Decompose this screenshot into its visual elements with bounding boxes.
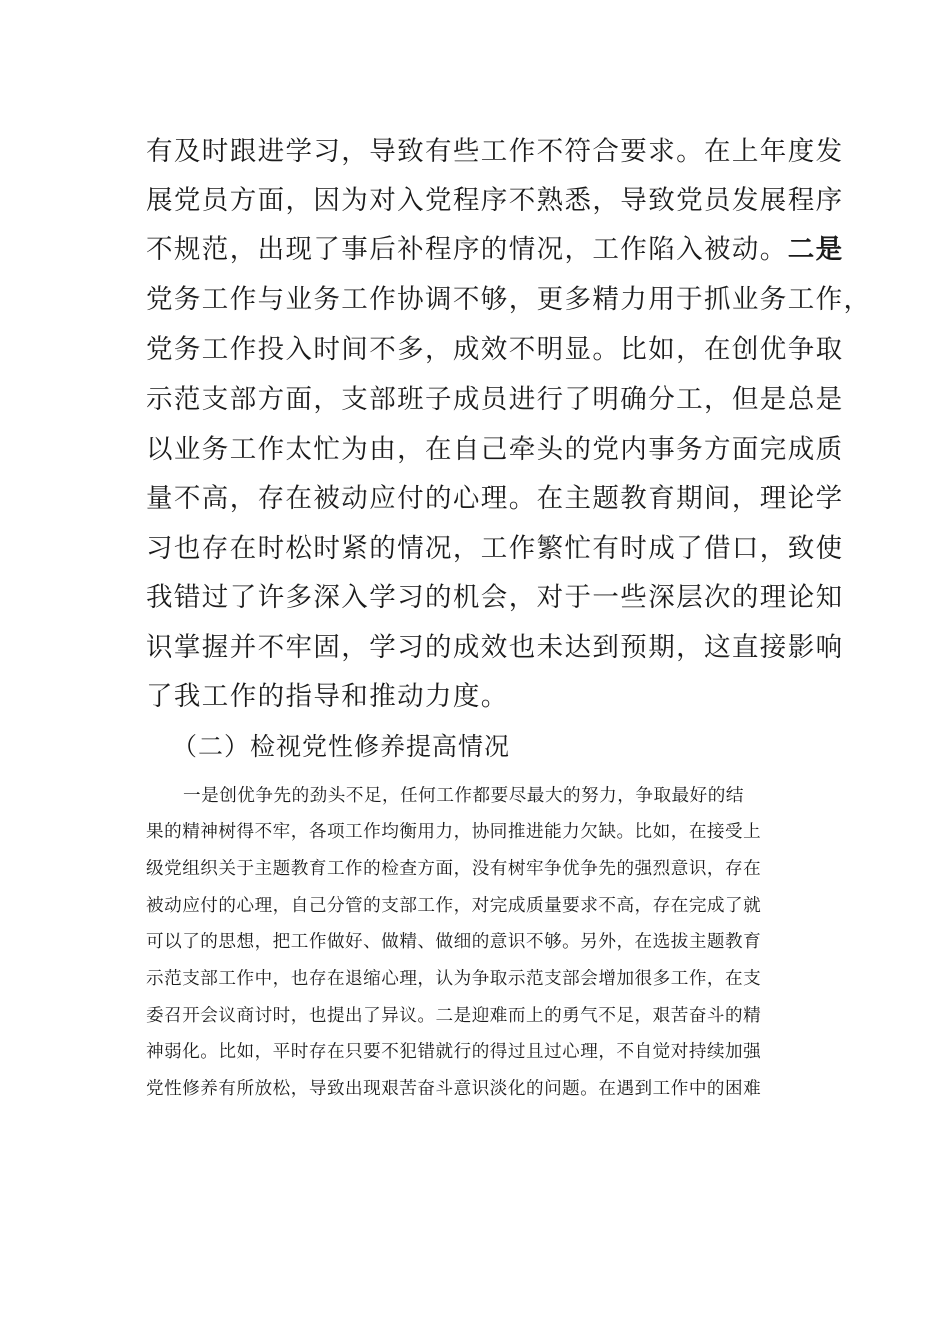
- body-line-9: 习也存在时松时紧的情况，工作繁忙有时成了借口，致使: [146, 533, 844, 564]
- body-line-4: 党务工作与业务工作协调不够，更多精力用于抓业务工作，: [146, 284, 872, 315]
- body-line-8: 量不高，存在被动应付的心理。在主题教育期间，理论学: [146, 483, 844, 514]
- body-line-3: [146, 230, 844, 270]
- body-line-5: 党务工作投入时间不多，成效不明显。比如，在创优争取: [146, 334, 844, 365]
- body-line-12: 了我工作的指导和推动力度。: [146, 681, 509, 712]
- body-line-6: 示范支部方面，支部班子成员进行了明确分工，但是总是: [146, 384, 844, 415]
- body-line-11: 识掌握并不牢固，学习的成效也未达到预期，这直接影响: [146, 632, 844, 663]
- small-line-7: 委召开会议商讨时，也提出了异议。二是迎难而上的勇气不足，艰苦奋斗的精: [146, 1006, 762, 1026]
- body-line-3-text: 不规范，出现了事后补程序的情况，工作陷入被动。: [146, 234, 788, 265]
- section-heading: （二）检视党性修养提高情况: [172, 732, 511, 761]
- small-line-9: 党性修养有所放松，导致出现艰苦奋斗意识淡化的问题。在遇到工作中的困难: [146, 1079, 762, 1099]
- body-line-1: 有及时跟进学习，导致有些工作不符合要求。在上年度发: [146, 136, 844, 167]
- bold-marker-er-shi: 二是: [787, 234, 844, 265]
- small-line-6: 示范支部工作中，也存在退缩心理，认为争取示范支部会增加很多工作，在支: [146, 969, 762, 989]
- small-line-2: 果的精神树得不牢，各项工作均衡用力，协同推进能力欠缺。比如，在接受上: [146, 822, 762, 842]
- small-line-1: 一是创优争先的劲头不足，任何工作都要尽最大的努力，争取最好的结: [183, 786, 744, 806]
- small-line-3: 级党组织关于主题教育工作的检查方面，没有树牢争优争先的强烈意识，存在: [146, 859, 762, 879]
- small-line-8: 神弱化。比如，平时存在只要不犯错就行的得过且过心理，不自觉对持续加强: [146, 1042, 762, 1062]
- body-line-10: 我错过了许多深入学习的机会，对于一些深层次的理论知: [146, 582, 844, 613]
- body-line-2: 展党员方面，因为对入党程序不熟悉，导致党员发展程序: [146, 185, 844, 216]
- small-line-4: 被动应付的心理，自己分管的支部工作，对完成质量要求不高，存在完成了就: [146, 896, 762, 916]
- body-line-7: 以业务工作太忙为由，在自己牵头的党内事务方面完成质: [146, 434, 844, 465]
- small-line-5: 可以了的思想，把工作做好、做精、做细的意识不够。另外，在选拔主题教育: [146, 932, 762, 952]
